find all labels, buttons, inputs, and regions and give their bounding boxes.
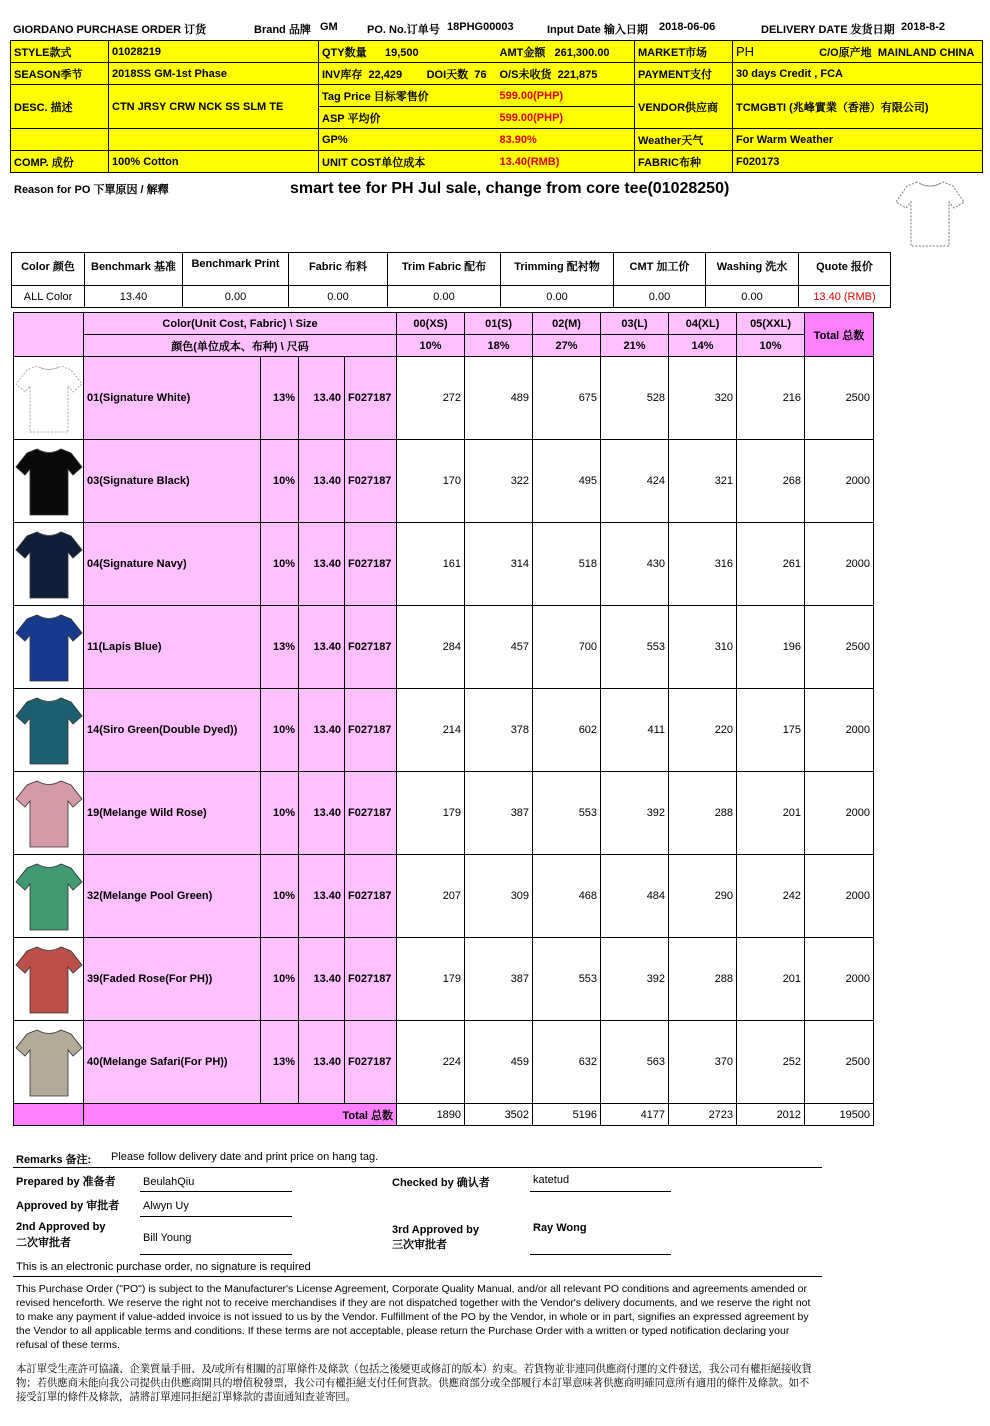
color-percentage: 10% — [261, 523, 299, 606]
color-name: 14(Siro Green(Double Dyed)) — [84, 689, 261, 772]
size-quantity: 288 — [669, 938, 737, 1021]
fabric-code: F027187 — [345, 440, 397, 523]
fabric-code: F027187 — [345, 938, 397, 1021]
empty-cell — [109, 129, 319, 151]
signature-line — [140, 1254, 292, 1255]
row-total: 2000 — [805, 772, 874, 855]
unit-cost: 13.40 — [299, 523, 345, 606]
amt-value: 261,300.00 — [554, 46, 610, 59]
fabric-code: F027187 — [345, 772, 397, 855]
row-total: 2000 — [805, 523, 874, 606]
doi-value: 76 — [474, 68, 487, 81]
remarks-text: Please follow delivery date and print price on hang tag. — [111, 1151, 379, 1163]
size-quantity: 170 — [397, 440, 465, 523]
size-quantity: 261 — [737, 523, 805, 606]
reason-label: Reason for PO 下單原因 / 解釋 — [14, 184, 169, 196]
row-total: 2000 — [805, 855, 874, 938]
size-quantity: 457 — [465, 606, 533, 689]
size-quantity: 468 — [533, 855, 601, 938]
delivery-date-label: DELIVERY DATE 发货日期 — [761, 24, 895, 36]
table-row — [14, 1021, 874, 1104]
inv-value: 22,429 — [368, 68, 403, 81]
size-quantity: 314 — [465, 523, 533, 606]
cost-value: 0.00 — [388, 286, 501, 308]
size-quantity: 387 — [465, 938, 533, 1021]
reason-text: smart tee for PH Jul sale, change from core tee(01028250) — [290, 180, 730, 197]
table-row — [14, 606, 874, 689]
size-quantity: 495 — [533, 440, 601, 523]
product-thumbnail — [14, 855, 84, 938]
size-quantity: 553 — [533, 772, 601, 855]
size-quantity: 316 — [669, 523, 737, 606]
size-quantity: 207 — [397, 855, 465, 938]
product-thumbnail — [14, 440, 84, 523]
color-name: 19(Melange Wild Rose) — [84, 772, 261, 855]
document-title: GIORDANO PURCHASE ORDER 订货 — [13, 24, 207, 36]
market-value: PH — [736, 43, 755, 59]
size-quantity: 424 — [601, 440, 669, 523]
unit-cost: 13.40 — [299, 357, 345, 440]
qty-value: 19,500 — [384, 46, 419, 59]
cost-value: 13.40 (RMB) — [799, 286, 891, 308]
tag-price-label: Tag Price 目标零售价 — [319, 85, 497, 107]
totals-row — [14, 1104, 874, 1126]
product-thumbnail — [14, 938, 84, 1021]
input-date: 2018-06-06 — [659, 21, 716, 33]
grand-total: 19500 — [805, 1104, 874, 1126]
comp-value: 100% Cotton — [109, 151, 319, 173]
size-quantity: 201 — [737, 772, 805, 855]
co-value: MAINLAND CHINA — [877, 46, 975, 59]
table-row — [14, 855, 874, 938]
product-thumbnail — [14, 523, 84, 606]
cost-value: 0.00 — [501, 286, 614, 308]
size-quantity: 175 — [737, 689, 805, 772]
cost-value: 0.00 — [614, 286, 706, 308]
divider — [13, 1276, 822, 1277]
size-header: 00(XS) — [397, 313, 465, 335]
unit-cost-value: 13.40(RMB) — [497, 151, 635, 173]
asp-label: ASP 平均价 — [319, 107, 497, 129]
size-quantity: 675 — [533, 357, 601, 440]
row-total: 2000 — [805, 938, 874, 1021]
gp-label: GP% — [319, 129, 497, 151]
third-approver-label-en: 3rd Approved by — [392, 1224, 479, 1236]
checked-label: Checked by 确认者 — [392, 1177, 490, 1189]
row-total: 2000 — [805, 440, 874, 523]
size-ratio: 27% — [533, 335, 601, 357]
size-quantity: 216 — [737, 357, 805, 440]
color-name: 03(Signature Black) — [84, 440, 261, 523]
cost-header: Washing 洗水 — [706, 253, 799, 286]
cost-breakdown-table — [11, 252, 891, 308]
color-percentage: 13% — [261, 357, 299, 440]
cost-value: 13.40 — [85, 286, 183, 308]
fabric-code: F027187 — [345, 855, 397, 938]
image-header — [14, 313, 84, 357]
os-value: 221,875 — [557, 68, 598, 81]
size-quantity: 518 — [533, 523, 601, 606]
cost-value: ALL Color — [12, 286, 85, 308]
size-quantity: 310 — [669, 606, 737, 689]
unit-cost: 13.40 — [299, 689, 345, 772]
size-quantity: 484 — [601, 855, 669, 938]
color-name: 04(Signature Navy) — [84, 523, 261, 606]
size-quantity-table — [13, 312, 874, 1126]
empty-cell — [14, 1104, 84, 1126]
size-quantity: 272 — [397, 357, 465, 440]
weather-value: For Warm Weather — [733, 129, 983, 151]
size-quantity: 201 — [737, 938, 805, 1021]
size-quantity: 370 — [669, 1021, 737, 1104]
electronic-note: This is an electronic purchase order, no signature is required — [16, 1261, 311, 1273]
size-quantity: 563 — [601, 1021, 669, 1104]
color-name: 01(Signature White) — [84, 357, 261, 440]
unit-cost: 13.40 — [299, 606, 345, 689]
size-quantity: 528 — [601, 357, 669, 440]
size-quantity: 290 — [669, 855, 737, 938]
second-approver-value: Bill Young — [143, 1232, 192, 1244]
size-quantity: 242 — [737, 855, 805, 938]
checked-value: katetud — [533, 1174, 570, 1186]
size-header: 02(M) — [533, 313, 601, 335]
signature-line — [530, 1191, 671, 1192]
size-total: 2723 — [669, 1104, 737, 1126]
approved-label: Approved by 审批者 — [16, 1200, 120, 1212]
tshirt-icon — [15, 1026, 83, 1098]
cost-value: 0.00 — [289, 286, 388, 308]
size-ratio: 21% — [601, 335, 669, 357]
legal-text-cn: 本訂單受生產許可協議、企業質量手冊、及/或所有相關的訂單條件及條款（包括之後變更或修訂的版本）約束。若貨物並非連同供應商付運的文件發送，我公司有權拒絕接收貨物；若供應商未能向我公司提供由供應商開具的增值稅發票，我公司有權拒絕支付任何貨款。供應商部分或全部履行本訂單意味著供應商明確同意所有適用的條件及條款。如不接受訂單的條件及條款，請將訂單連同拒絕訂單條款的書面通知查並寄回。 — [16, 1363, 812, 1403]
size-quantity: 321 — [669, 440, 737, 523]
weather-label: Weather天气 — [635, 129, 733, 151]
doi-label: DOI天数 — [426, 68, 469, 81]
prepared-label: Prepared by 准备者 — [16, 1176, 116, 1188]
color-percentage: 10% — [261, 772, 299, 855]
product-thumbnail — [14, 689, 84, 772]
color-percentage: 10% — [261, 689, 299, 772]
size-quantity: 632 — [533, 1021, 601, 1104]
color-header-en: Color(Unit Cost, Fabric) \ Size — [84, 313, 397, 335]
cost-header: Trimming 配衬物 — [501, 253, 614, 286]
inv-label: INV库存 — [322, 68, 363, 81]
size-quantity: 252 — [737, 1021, 805, 1104]
size-total: 2012 — [737, 1104, 805, 1126]
asp-value: 599.00(PHP) — [497, 107, 635, 129]
signature-line — [530, 1254, 671, 1255]
tshirt-icon — [15, 611, 83, 683]
approved-value: Alwyn Uy — [143, 1200, 189, 1212]
prepared-value: BeulahQiu — [143, 1176, 195, 1188]
size-quantity: 224 — [397, 1021, 465, 1104]
tshirt-icon — [15, 943, 83, 1015]
style-label: STYLE款式 — [11, 41, 109, 63]
color-name: 39(Faded Rose(For PH)) — [84, 938, 261, 1021]
color-header-cn: 颜色(单位成本、布种) \ 尺码 — [84, 335, 397, 357]
product-thumbnail — [14, 357, 84, 440]
brand-label: Brand 品牌 — [254, 24, 311, 36]
size-total: 5196 — [533, 1104, 601, 1126]
size-quantity: 220 — [669, 689, 737, 772]
cost-header: Trim Fabric 配布 — [388, 253, 501, 286]
legal-text-en: This Purchase Order ("PO") is subject to the Manufacturer's License Agreement, Corporate Quality Manual, and/or all relevant PO conditions and agreements amended or revised henceforth. We reserve the right not to receive merchandises if they are not dispatched together with the Vendor's delivery documents, and we reserve the right not to make any payment if value-added invoice is not issued to us by the Vendor. Fulfillment of the PO by the Vendor, in whole or in part, signifies an expressed agreement by the Vendor to all applicable terms and conditions. If these terms are not acceptable, please return the Purchase Order with a written or typed notification declaring your refusal of these terms. — [16, 1283, 811, 1351]
cost-header: Quote 报价 — [799, 253, 891, 286]
product-thumbnail — [14, 772, 84, 855]
empty-cell — [11, 129, 109, 151]
fabric-code: F027187 — [345, 523, 397, 606]
size-quantity: 322 — [465, 440, 533, 523]
size-quantity: 553 — [533, 938, 601, 1021]
unit-cost: 13.40 — [299, 855, 345, 938]
fabric-code: F027187 — [345, 357, 397, 440]
size-quantity: 288 — [669, 772, 737, 855]
unit-cost: 13.40 — [299, 440, 345, 523]
color-percentage: 13% — [261, 1021, 299, 1104]
size-quantity: 320 — [669, 357, 737, 440]
color-percentage: 10% — [261, 440, 299, 523]
color-name: 32(Melange Pool Green) — [84, 855, 261, 938]
size-header: 01(S) — [465, 313, 533, 335]
table-row — [14, 523, 874, 606]
desc-value: CTN JRSY CRW NCK SS SLM TE — [109, 85, 319, 129]
size-total: 1890 — [397, 1104, 465, 1126]
size-quantity: 387 — [465, 772, 533, 855]
size-quantity: 489 — [465, 357, 533, 440]
season-label: SEASON季节 — [11, 63, 109, 85]
product-thumbnail — [14, 1021, 84, 1104]
row-total: 2500 — [805, 1021, 874, 1104]
size-quantity: 309 — [465, 855, 533, 938]
cost-header: CMT 加工价 — [614, 253, 706, 286]
cost-value: 0.00 — [706, 286, 799, 308]
tshirt-sketch-icon — [893, 176, 967, 250]
total-header: Total 总数 — [805, 313, 874, 357]
size-quantity: 179 — [397, 938, 465, 1021]
table-row — [14, 772, 874, 855]
gp-value: 83.90% — [497, 129, 635, 151]
total-label: Total 总数 — [84, 1104, 397, 1126]
table-row — [14, 689, 874, 772]
vendor-label: VENDOR供应商 — [635, 85, 733, 129]
os-label: O/S未收货 — [499, 68, 552, 81]
color-percentage: 10% — [261, 855, 299, 938]
row-total: 2500 — [805, 357, 874, 440]
qty-label: QTY数量 — [322, 46, 367, 59]
product-thumbnail — [14, 606, 84, 689]
payment-label: PAYMENT支付 — [635, 63, 733, 85]
tshirt-icon — [15, 528, 83, 600]
tag-price-value: 599.00(PHP) — [497, 85, 635, 107]
comp-label: COMP. 成份 — [11, 151, 109, 173]
season-value: 2018SS GM-1st Phase — [109, 63, 319, 85]
tshirt-icon — [15, 777, 83, 849]
cost-value: 0.00 — [183, 286, 289, 308]
fabric-label: FABRIC布种 — [635, 151, 733, 173]
po-number: 18PHG00003 — [447, 21, 514, 33]
unit-cost-label: UNIT COST单位成本 — [319, 151, 497, 173]
remarks-label: Remarks 备注: — [16, 1154, 92, 1166]
tshirt-icon — [15, 445, 83, 517]
color-percentage: 10% — [261, 938, 299, 1021]
delivery-date: 2018-8-2 — [901, 21, 946, 33]
cost-header: Color 颜色 — [12, 253, 85, 286]
size-header: 03(L) — [601, 313, 669, 335]
size-ratio: 10% — [397, 335, 465, 357]
second-approver-label-en: 2nd Approved by — [16, 1221, 106, 1233]
size-quantity: 411 — [601, 689, 669, 772]
row-total: 2500 — [805, 606, 874, 689]
unit-cost: 13.40 — [299, 1021, 345, 1104]
brand-value: GM — [320, 21, 338, 33]
size-quantity: 602 — [533, 689, 601, 772]
size-quantity: 553 — [601, 606, 669, 689]
color-name: 40(Melange Safari(For PH)) — [84, 1021, 261, 1104]
divider — [13, 1167, 822, 1168]
size-ratio: 18% — [465, 335, 533, 357]
size-quantity: 284 — [397, 606, 465, 689]
size-quantity: 392 — [601, 938, 669, 1021]
input-date-label: Input Date 输入日期 — [547, 24, 648, 36]
po-number-label: PO. No.订单号 — [367, 24, 440, 36]
unit-cost: 13.40 — [299, 772, 345, 855]
tshirt-icon — [15, 694, 83, 766]
market-label: MARKET市场 — [635, 41, 733, 63]
fabric-value: F020173 — [733, 151, 983, 173]
color-percentage: 13% — [261, 606, 299, 689]
table-row — [14, 440, 874, 523]
signature-line — [140, 1216, 292, 1217]
size-quantity: 459 — [465, 1021, 533, 1104]
desc-label: DESC. 描述 — [11, 85, 109, 129]
size-quantity: 214 — [397, 689, 465, 772]
size-quantity: 378 — [465, 689, 533, 772]
size-quantity: 179 — [397, 772, 465, 855]
table-row — [14, 938, 874, 1021]
size-quantity: 268 — [737, 440, 805, 523]
payment-value: 30 days Credit , FCA — [733, 63, 983, 85]
size-header: 04(XL) — [669, 313, 737, 335]
size-quantity: 196 — [737, 606, 805, 689]
size-quantity: 161 — [397, 523, 465, 606]
cost-header: Benchmark Print — [183, 253, 289, 286]
fabric-code: F027187 — [345, 1021, 397, 1104]
size-ratio: 10% — [737, 335, 805, 357]
signature-line — [140, 1191, 292, 1192]
fabric-code: F027187 — [345, 689, 397, 772]
row-total: 2000 — [805, 689, 874, 772]
co-label: C/O原产地 — [819, 46, 872, 59]
size-total: 3502 — [465, 1104, 533, 1126]
color-name: 11(Lapis Blue) — [84, 606, 261, 689]
unit-cost: 13.40 — [299, 938, 345, 1021]
size-quantity: 700 — [533, 606, 601, 689]
tshirt-icon — [15, 860, 83, 932]
cost-header: Benchmark 基准 — [85, 253, 183, 286]
size-quantity: 392 — [601, 772, 669, 855]
second-approver-label-cn: 二次审批者 — [16, 1237, 71, 1249]
amt-label: AMT金额 — [499, 46, 546, 59]
table-row — [14, 357, 874, 440]
size-quantity: 430 — [601, 523, 669, 606]
cost-header: Fabric 布料 — [289, 253, 388, 286]
style-value: 01028219 — [109, 41, 319, 63]
tshirt-icon — [15, 362, 83, 434]
fabric-code: F027187 — [345, 606, 397, 689]
size-total: 4177 — [601, 1104, 669, 1126]
size-header: 05(XXL) — [737, 313, 805, 335]
vendor-value: TCMGBTI (兆峰實業（香港）有限公司) — [733, 85, 983, 129]
po-header — [0, 0, 990, 40]
order-info-table — [10, 40, 983, 173]
size-ratio: 14% — [669, 335, 737, 357]
third-approver-value: Ray Wong — [533, 1222, 587, 1234]
third-approver-label-cn: 三次审批者 — [392, 1239, 447, 1251]
